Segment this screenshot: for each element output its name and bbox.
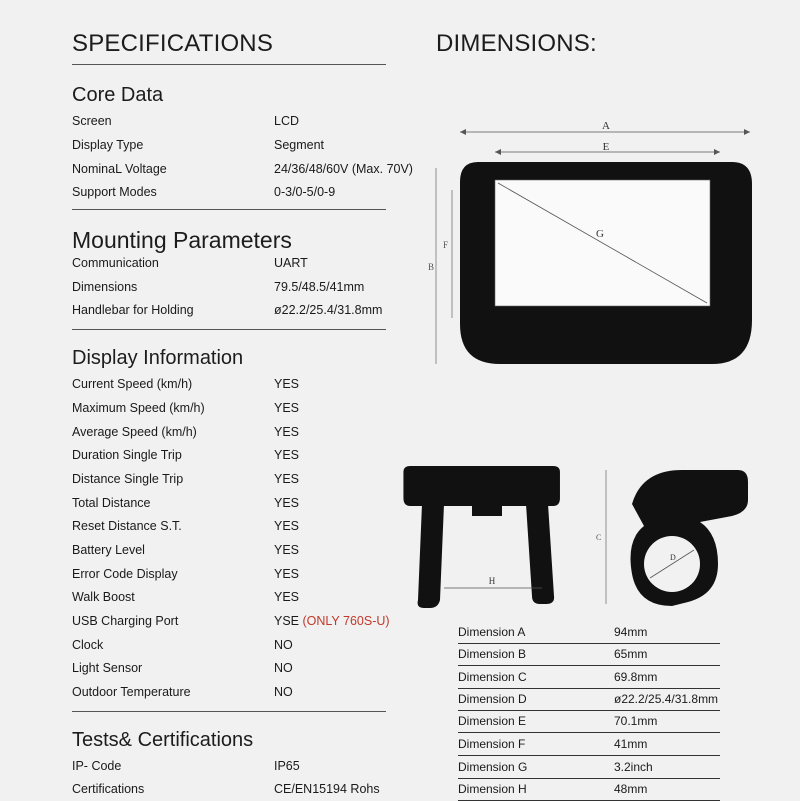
spec-value: 0-3/0-5/0-9 [274, 185, 336, 199]
spec-label: Distance Single Trip [72, 472, 184, 486]
dimension-value: 94mm [614, 625, 648, 639]
arrowhead-icon [714, 149, 720, 155]
spec-label: Communication [72, 256, 159, 270]
spec-row-error-code [72, 563, 392, 585]
dimension-row-c [458, 668, 720, 689]
spec-row-clock [72, 634, 392, 656]
side-view-diagram [400, 460, 560, 610]
spec-value: CE/EN15194 Rohs [274, 782, 380, 796]
core-data-divider [72, 209, 386, 210]
label-b: B [428, 262, 435, 272]
spec-row-light-sensor [72, 657, 392, 679]
dimension-row-a [458, 623, 720, 644]
spec-row-dimensions [72, 276, 392, 298]
usb-value: YSE [274, 614, 300, 628]
dimension-label: Dimension G [458, 760, 528, 774]
spec-label: Handlebar for Holding [72, 303, 194, 317]
spec-row-support-modes [72, 181, 392, 203]
dimension-value: 65mm [614, 647, 648, 661]
label-a: A [602, 120, 610, 132]
dimension-row-b [458, 645, 720, 666]
spec-label: USB Charging Port [72, 614, 179, 628]
dimension-row-d [458, 690, 720, 711]
spec-value: YES [274, 377, 300, 391]
spec-row-communication [72, 252, 392, 274]
spec-label: Error Code Display [72, 567, 178, 581]
spec-label: Dimensions [72, 280, 138, 294]
dimension-row-h [458, 780, 720, 801]
spec-value: NO [274, 638, 293, 652]
specifications-title: SPECIFICATIONS [72, 30, 274, 57]
dimension-value: 69.8mm [614, 670, 658, 684]
spec-label: Walk Boost [72, 590, 135, 604]
core-data-heading: Core Data [72, 84, 164, 106]
spec-label: Average Speed (km/h) [72, 425, 197, 439]
dimension-row-e [458, 712, 720, 733]
spec-label: Total Distance [72, 496, 151, 510]
spec-label: Battery Level [72, 543, 145, 557]
spec-value: YES [274, 590, 300, 604]
dimension-value: ø22.2/25.4/31.8mm [614, 692, 719, 706]
spec-label: Reset Distance S.T. [72, 519, 182, 533]
mounting-divider [72, 329, 386, 330]
spec-value: YES [274, 519, 300, 533]
spec-row-maximum-speed [72, 397, 392, 419]
spec-value: LCD [274, 114, 300, 128]
spec-row-usb-charging [72, 610, 392, 632]
spec-value: YES [274, 472, 300, 486]
dimension-label: Dimension C [458, 670, 527, 684]
spec-label: NominaL Voltage [72, 162, 167, 176]
spec-value: ø22.2/25.4/31.8mm [274, 303, 383, 317]
spec-label: Maximum Speed (km/h) [72, 401, 205, 415]
side-housing [403, 466, 560, 506]
dimension-row-g [458, 758, 720, 779]
spec-row-average-speed [72, 421, 392, 443]
spec-label: Display Type [72, 138, 144, 152]
spec-row-battery-level [72, 539, 392, 561]
side-connector [472, 504, 502, 516]
spec-row-duration-single-trip [72, 444, 392, 466]
label-e: E [602, 141, 610, 153]
spec-row-walk-boost [72, 586, 392, 608]
spec-row-screen [72, 110, 392, 132]
arrowhead-icon [495, 149, 501, 155]
side-right-leg [526, 504, 554, 604]
spec-label: Light Sensor [72, 661, 143, 675]
label-d: D [670, 553, 676, 562]
label-c: C [596, 533, 602, 542]
spec-row-distance-single-trip [72, 468, 392, 490]
spec-row-display-type [72, 134, 392, 156]
spec-label: Screen [72, 114, 112, 128]
spec-value: NO [274, 661, 293, 675]
dimensions-title: DIMENSIONS: [436, 30, 597, 57]
dimension-label: Dimension H [458, 782, 527, 796]
spec-value: YES [274, 425, 300, 439]
dimension-label: Dimension A [458, 625, 526, 639]
dimension-label: Dimension F [458, 737, 526, 751]
spec-value: YES [274, 543, 300, 557]
spec-value: IP65 [274, 759, 300, 773]
spec-row-certifications [72, 778, 392, 800]
label-h: H [488, 576, 496, 586]
usb-model-note: (ONLY 760S-U) [302, 614, 390, 628]
spec-row-current-speed [72, 373, 392, 395]
dimension-value: 70.1mm [614, 714, 658, 728]
arrowhead-icon [460, 129, 466, 135]
clamp-view-diagram [592, 464, 762, 614]
spec-value: UART [274, 256, 308, 270]
dimension-value: 48mm [614, 782, 648, 796]
spec-value [274, 610, 390, 632]
spec-value: 24/36/48/60V (Max. 70V) [274, 162, 413, 176]
display-info-divider [72, 711, 386, 712]
spec-label: Duration Single Trip [72, 448, 182, 462]
spec-value: 79.5/48.5/41mm [274, 280, 365, 294]
dimension-row-f [458, 735, 720, 756]
arrowhead-icon [744, 129, 750, 135]
spec-value: YES [274, 448, 300, 462]
spec-value: YES [274, 567, 300, 581]
dimension-label: Dimension E [458, 714, 527, 728]
front-view-diagram [400, 110, 780, 380]
spec-row-nominal-voltage [72, 158, 413, 180]
spec-label: Certifications [72, 782, 145, 796]
spec-value: YES [274, 401, 300, 415]
spec-row-reset-distance [72, 515, 392, 537]
spec-row-handlebar [72, 299, 392, 321]
spec-value: Segment [274, 138, 325, 152]
spec-value: NO [274, 685, 293, 699]
display-information-heading: Display Information [72, 347, 244, 369]
spec-row-outdoor-temperature [72, 681, 392, 703]
mounting-parameters-heading: Mounting Parameters [72, 227, 292, 253]
label-f: F [443, 240, 449, 250]
spec-row-ip-code [72, 755, 392, 777]
side-left-leg [418, 504, 444, 608]
spec-label: Outdoor Temperature [72, 685, 191, 699]
dimension-value: 41mm [614, 737, 648, 751]
spec-label: Support Modes [72, 185, 157, 199]
spec-row-total-distance [72, 492, 392, 514]
tests-certifications-heading: Tests& Certifications [72, 729, 254, 751]
dimension-value: 3.2inch [614, 760, 653, 774]
spec-label: Current Speed (km/h) [72, 377, 193, 391]
spec-label: IP- Code [72, 759, 122, 773]
title-divider [72, 64, 386, 65]
spec-value: YES [274, 496, 300, 510]
spec-label: Clock [72, 638, 104, 652]
label-g: G [596, 228, 604, 240]
dimension-label: Dimension B [458, 647, 527, 661]
dimension-label: Dimension D [458, 692, 527, 706]
